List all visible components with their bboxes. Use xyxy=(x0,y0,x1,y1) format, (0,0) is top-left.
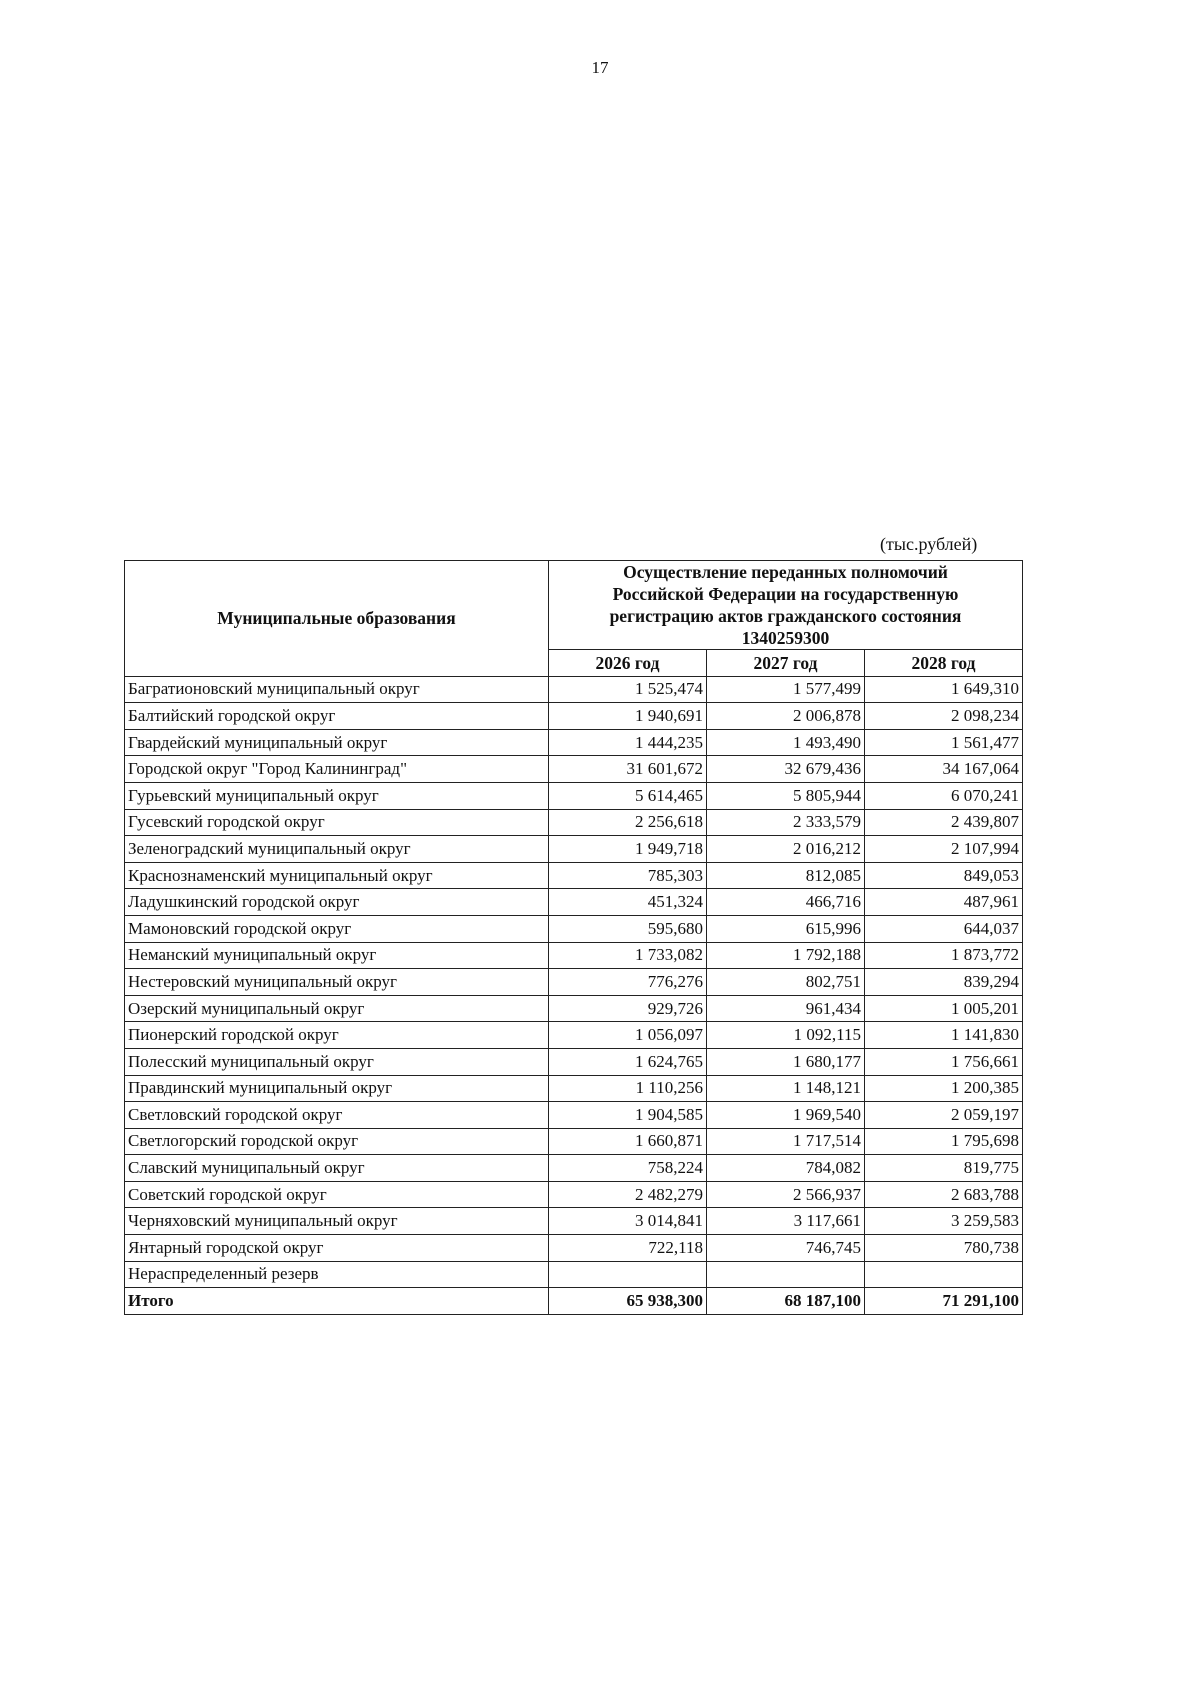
amount-2028: 2 098,234 xyxy=(865,703,1023,730)
amount-2026: 1 904,585 xyxy=(549,1102,707,1129)
municipality-name: Полесский муниципальный округ xyxy=(125,1048,549,1075)
municipality-name: Гурьевский муниципальный округ xyxy=(125,782,549,809)
amount-2028: 1 561,477 xyxy=(865,729,1023,756)
total-row xyxy=(125,1288,1023,1315)
table-row xyxy=(125,969,1023,996)
amount-2026: 929,726 xyxy=(549,995,707,1022)
amount-2027: 802,751 xyxy=(707,969,865,996)
municipality-name: Нераспределенный резерв xyxy=(125,1261,549,1288)
amount-2027: 2 333,579 xyxy=(707,809,865,836)
municipality-name: Городской округ "Город Калининград" xyxy=(125,756,549,783)
amount-2026: 65 938,300 xyxy=(549,1288,707,1315)
table-row xyxy=(125,809,1023,836)
municipality-name: Краснознаменский муниципальный округ xyxy=(125,862,549,889)
municipality-name: Черняховский муниципальный округ xyxy=(125,1208,549,1235)
table-body xyxy=(125,676,1023,1314)
table-row xyxy=(125,1235,1023,1262)
group-header-line: Российской Федерации на государственную xyxy=(612,584,959,604)
amount-2028: 644,037 xyxy=(865,915,1023,942)
amount-2028 xyxy=(865,1261,1023,1288)
municipality-name: Итого xyxy=(125,1288,549,1315)
amount-2027: 1 792,188 xyxy=(707,942,865,969)
table-row xyxy=(125,836,1023,863)
table-row xyxy=(125,1075,1023,1102)
amount-2026: 785,303 xyxy=(549,862,707,889)
municipality-name: Светловский городской округ xyxy=(125,1102,549,1129)
municipality-name: Зеленоградский муниципальный округ xyxy=(125,836,549,863)
table-row xyxy=(125,676,1023,703)
table-row xyxy=(125,756,1023,783)
amount-2028: 849,053 xyxy=(865,862,1023,889)
amount-2028: 71 291,100 xyxy=(865,1288,1023,1315)
group-header-line: Осуществление переданных полномочий xyxy=(623,562,948,582)
table-row xyxy=(125,1048,1023,1075)
amount-2027: 68 187,100 xyxy=(707,1288,865,1315)
amount-2026: 595,680 xyxy=(549,915,707,942)
group-header-line: регистрацию актов гражданского состояния xyxy=(609,606,962,626)
amount-2027: 1 680,177 xyxy=(707,1048,865,1075)
municipality-name: Озерский муниципальный округ xyxy=(125,995,549,1022)
table-row xyxy=(125,782,1023,809)
table-row xyxy=(125,729,1023,756)
amount-2027: 784,082 xyxy=(707,1155,865,1182)
amount-2026: 31 601,672 xyxy=(549,756,707,783)
amount-2027: 2 006,878 xyxy=(707,703,865,730)
amount-2028: 819,775 xyxy=(865,1155,1023,1182)
units-label: (тыс.рублей) xyxy=(880,534,978,554)
amount-2028: 1 649,310 xyxy=(865,676,1023,703)
column-header-municipalities: Муниципальные образования xyxy=(125,561,549,677)
amount-2027: 466,716 xyxy=(707,889,865,916)
amount-2026: 1 940,691 xyxy=(549,703,707,730)
column-group-header xyxy=(549,561,1023,650)
amount-2027: 5 805,944 xyxy=(707,782,865,809)
table-row xyxy=(125,862,1023,889)
municipality-name: Янтарный городской округ xyxy=(125,1235,549,1262)
amount-2027: 1 577,499 xyxy=(707,676,865,703)
table-row xyxy=(125,1208,1023,1235)
table-row xyxy=(125,703,1023,730)
amount-2026: 2 482,279 xyxy=(549,1181,707,1208)
amount-2028: 6 070,241 xyxy=(865,782,1023,809)
year-header-2028: 2028 год xyxy=(865,650,1023,677)
amount-2026: 758,224 xyxy=(549,1155,707,1182)
amount-2028: 1 141,830 xyxy=(865,1022,1023,1049)
municipality-name: Балтийский городской округ xyxy=(125,703,549,730)
amount-2027: 2 566,937 xyxy=(707,1181,865,1208)
amount-2026: 1 444,235 xyxy=(549,729,707,756)
table-row xyxy=(125,942,1023,969)
amount-2026: 2 256,618 xyxy=(549,809,707,836)
amount-2028: 487,961 xyxy=(865,889,1023,916)
amount-2026: 451,324 xyxy=(549,889,707,916)
table-row xyxy=(125,1022,1023,1049)
amount-2027: 961,434 xyxy=(707,995,865,1022)
amount-2027: 1 969,540 xyxy=(707,1102,865,1129)
municipality-name: Правдинский муниципальный округ xyxy=(125,1075,549,1102)
amount-2028: 1 756,661 xyxy=(865,1048,1023,1075)
amount-2027: 2 016,212 xyxy=(707,836,865,863)
table-row xyxy=(125,889,1023,916)
amount-2026: 1 949,718 xyxy=(549,836,707,863)
amount-2027: 32 679,436 xyxy=(707,756,865,783)
amount-2027: 615,996 xyxy=(707,915,865,942)
amount-2026: 1 056,097 xyxy=(549,1022,707,1049)
amount-2028: 2 107,994 xyxy=(865,836,1023,863)
amount-2026: 1 525,474 xyxy=(549,676,707,703)
amount-2026: 1 660,871 xyxy=(549,1128,707,1155)
amount-2028: 3 259,583 xyxy=(865,1208,1023,1235)
amount-2027: 746,745 xyxy=(707,1235,865,1262)
amount-2027: 812,085 xyxy=(707,862,865,889)
amount-2028: 2 059,197 xyxy=(865,1102,1023,1129)
budget-table xyxy=(124,560,1023,1315)
table-row xyxy=(125,1128,1023,1155)
amount-2028: 1 873,772 xyxy=(865,942,1023,969)
year-header-2027: 2027 год xyxy=(707,650,865,677)
amount-2026: 1 624,765 xyxy=(549,1048,707,1075)
amount-2026: 1 110,256 xyxy=(549,1075,707,1102)
table-row xyxy=(125,1102,1023,1129)
municipality-name: Мамоновский городской округ xyxy=(125,915,549,942)
amount-2028: 1 795,698 xyxy=(865,1128,1023,1155)
table-row xyxy=(125,915,1023,942)
table-row xyxy=(125,1155,1023,1182)
municipality-name: Светлогорский городской округ xyxy=(125,1128,549,1155)
amount-2027: 1 092,115 xyxy=(707,1022,865,1049)
amount-2026: 722,118 xyxy=(549,1235,707,1262)
year-header-2026: 2026 год xyxy=(549,650,707,677)
municipality-name: Нестеровский муниципальный округ xyxy=(125,969,549,996)
group-header-code: 1340259300 xyxy=(741,628,830,648)
amount-2028: 2 439,807 xyxy=(865,809,1023,836)
table-row xyxy=(125,995,1023,1022)
amount-2027 xyxy=(707,1261,865,1288)
amount-2028: 34 167,064 xyxy=(865,756,1023,783)
amount-2027: 1 493,490 xyxy=(707,729,865,756)
amount-2026: 5 614,465 xyxy=(549,782,707,809)
amount-2028: 839,294 xyxy=(865,969,1023,996)
amount-2026: 3 014,841 xyxy=(549,1208,707,1235)
table-row xyxy=(125,1261,1023,1288)
municipality-name: Гвардейский муниципальный округ xyxy=(125,729,549,756)
amount-2026: 1 733,082 xyxy=(549,942,707,969)
amount-2027: 1 717,514 xyxy=(707,1128,865,1155)
municipality-name: Пионерский городской округ xyxy=(125,1022,549,1049)
municipality-name: Багратионовский муниципальный округ xyxy=(125,676,549,703)
amount-2026 xyxy=(549,1261,707,1288)
amount-2028: 780,738 xyxy=(865,1235,1023,1262)
amount-2027: 1 148,121 xyxy=(707,1075,865,1102)
municipality-name: Неманский муниципальный округ xyxy=(125,942,549,969)
municipality-name: Гусевский городской округ xyxy=(125,809,549,836)
amount-2026: 776,276 xyxy=(549,969,707,996)
municipality-name: Славский муниципальный округ xyxy=(125,1155,549,1182)
amount-2028: 1 200,385 xyxy=(865,1075,1023,1102)
municipality-name: Советский городской округ xyxy=(125,1181,549,1208)
amount-2028: 2 683,788 xyxy=(865,1181,1023,1208)
page-number: 17 xyxy=(591,58,609,77)
municipality-name: Ладушкинский городской округ xyxy=(125,889,549,916)
amount-2027: 3 117,661 xyxy=(707,1208,865,1235)
table-row xyxy=(125,1181,1023,1208)
amount-2028: 1 005,201 xyxy=(865,995,1023,1022)
